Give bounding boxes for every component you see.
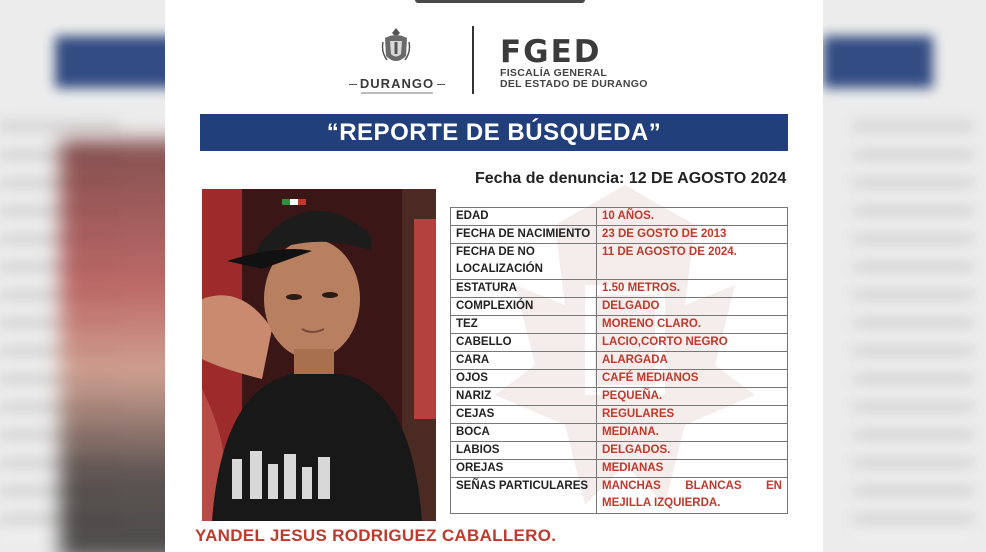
detail-value: LACIO,CORTO NEGRO bbox=[597, 334, 788, 352]
table-row bbox=[451, 280, 788, 298]
detail-value: MORENO CLARO. bbox=[597, 316, 788, 334]
detail-label: TEZ bbox=[451, 316, 597, 334]
detail-label: COMPLEXIÓN bbox=[451, 298, 597, 316]
detail-value: ALARGADA bbox=[597, 352, 788, 370]
person-details-table bbox=[450, 207, 788, 514]
detail-label: FECHA DE NACIMIENTO bbox=[451, 226, 597, 244]
detail-label: EDAD bbox=[451, 208, 597, 226]
detail-value: MEDIANA. bbox=[597, 424, 788, 442]
detail-label: NARIZ bbox=[451, 388, 597, 406]
detail-label: SEÑAS PARTICULARES bbox=[451, 478, 597, 514]
detail-label: CEJAS bbox=[451, 406, 597, 424]
top-edge-line bbox=[415, 0, 585, 3]
detail-value: 11 DE AGOSTO DE 2024. bbox=[597, 244, 788, 280]
table-row bbox=[451, 406, 788, 424]
table-row bbox=[451, 478, 788, 514]
detail-value: 10 AÑOS. bbox=[597, 208, 788, 226]
detail-value: DELGADO bbox=[597, 298, 788, 316]
detail-label: CABELLO bbox=[451, 334, 597, 352]
detail-value: 1.50 METROS. bbox=[597, 280, 788, 298]
detail-label: OJOS bbox=[451, 370, 597, 388]
detail-label: BOCA bbox=[451, 424, 597, 442]
durango-logo-text: DURANGO bbox=[341, 76, 453, 91]
person-photo-illustration bbox=[202, 189, 436, 521]
table-row bbox=[451, 352, 788, 370]
detail-value: 23 DE GOSTO DE 2013 bbox=[597, 226, 788, 244]
detail-value: DELGADOS. bbox=[597, 442, 788, 460]
table-row bbox=[451, 334, 788, 352]
detail-value: MANCHAS BLANCAS EN MEJILLA IZQUIERDA. bbox=[597, 478, 788, 514]
fged-subtitle-line2: DEL ESTADO DE DURANGO bbox=[500, 78, 648, 90]
missing-person-photo bbox=[202, 189, 436, 521]
detail-value: CAFÉ MEDIANOS bbox=[597, 370, 788, 388]
detail-label: CARA bbox=[451, 352, 597, 370]
blurred-background-left bbox=[0, 0, 165, 552]
report-title: “REPORTE DE BÚSQUEDA” bbox=[200, 114, 788, 151]
detail-value: REGULARES bbox=[597, 406, 788, 424]
table-row bbox=[451, 226, 788, 244]
detail-label: ESTATURA bbox=[451, 280, 597, 298]
table-row bbox=[451, 244, 788, 280]
table-row bbox=[451, 460, 788, 478]
table-row bbox=[451, 316, 788, 334]
table-row bbox=[451, 370, 788, 388]
table-row bbox=[451, 442, 788, 460]
detail-label: FECHA DE NO LOCALIZACIÓN bbox=[451, 244, 597, 280]
durango-logo-tagline bbox=[361, 92, 433, 94]
table-row bbox=[451, 388, 788, 406]
search-report-document bbox=[165, 0, 823, 552]
table-row bbox=[451, 208, 788, 226]
fged-title: FGED bbox=[500, 34, 602, 70]
detail-value: PEQUEÑA. bbox=[597, 388, 788, 406]
fged-logo bbox=[500, 36, 650, 90]
blurred-background-photo bbox=[60, 140, 165, 552]
durango-logo bbox=[341, 26, 453, 94]
logo-divider bbox=[472, 26, 474, 94]
blurred-background-bar bbox=[823, 36, 933, 88]
table-row bbox=[451, 424, 788, 442]
blurred-background-bar bbox=[55, 36, 165, 88]
missing-person-name: YANDEL JESUS RODRIGUEZ CABALLERO. bbox=[195, 526, 557, 545]
detail-label: LABIOS bbox=[451, 442, 597, 460]
blurred-background-right bbox=[823, 0, 986, 552]
person-details-body bbox=[451, 208, 788, 514]
table-row bbox=[451, 298, 788, 316]
fged-subtitle-line1: FISCALÍA GENERAL bbox=[500, 67, 608, 79]
blurred-background-rows bbox=[853, 120, 973, 540]
report-date: Fecha de denuncia: 12 DE AGOSTO 2024 bbox=[475, 170, 787, 187]
detail-value: MEDIANAS bbox=[597, 460, 788, 478]
detail-label: OREJAS bbox=[451, 460, 597, 478]
durango-seal-icon bbox=[381, 26, 411, 68]
